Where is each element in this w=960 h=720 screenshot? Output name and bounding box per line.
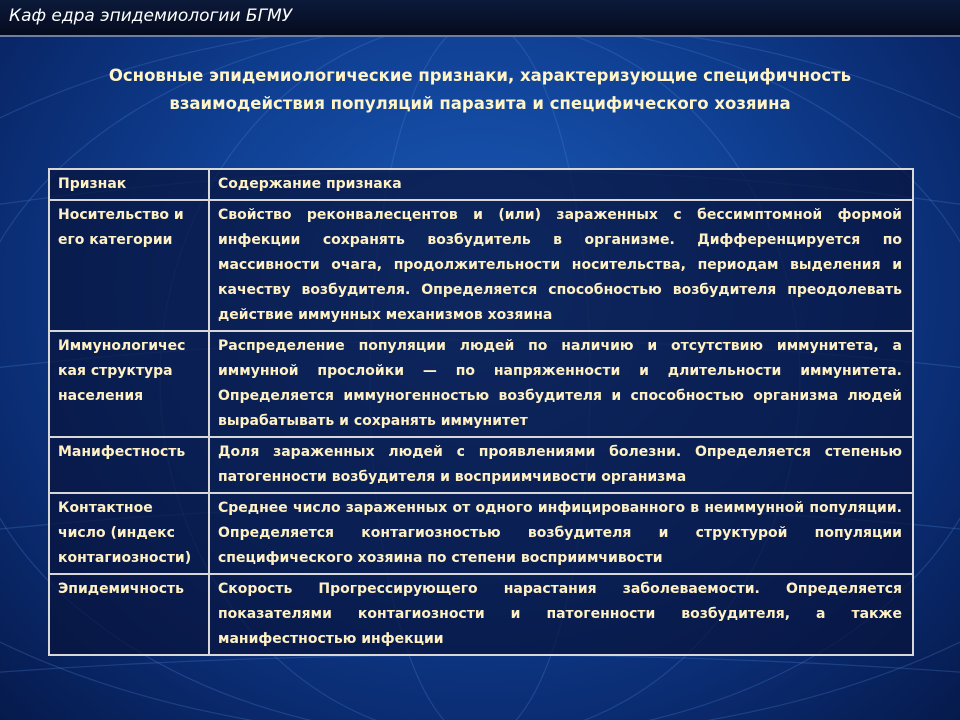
table-row [49,437,913,493]
slide-title-line-1: Основные эпидемиологические признаки, характеризующие специфичность [108,66,852,85]
table-row [49,493,913,574]
row-sign-cell: Эпидемичность [49,574,209,655]
row-sign-cell: Носительство и его категории [49,200,209,331]
row-content-cell: Свойство реконвалесцентов и (или) зараженных с бессимптомной формой инфекции сохранять возбудитель в организме. Дифференцируется по массивности очага, продолжительности носительства, периодам выделения и качеству возбудителя. Определяется способностью возбудителя преодолевать действие иммунных механизмов хозяина [209,200,913,331]
row-sign-cell: Иммунологичес кая структура населения [49,331,209,437]
row-content-cell: Скорость Прогрессирующего нарастания заболеваемости. Определяется показателями контагиозности и патогенности возбудителя, а также манифестностью инфекции [209,574,913,655]
row-sign-cell: Манифестность [49,437,209,493]
table-row [49,200,913,331]
slide-title [40,62,920,118]
top-bar [0,0,960,37]
row-sign-cell: Контактное число (индекс контагиозности) [49,493,209,574]
header-cell-content: Содержание признака [209,169,913,200]
department-label: Каф едра эпидемиологии БГМУ [9,6,293,26]
table-row [49,574,913,655]
table-row [49,331,913,437]
row-content-cell: Среднее число зараженных от одного инфицированного в неиммунной популяции. Определяется контагиозностью возбудителя и структурой популяции специфического хозяина по степени восприимчивости [209,493,913,574]
header-cell-sign: Признак [49,169,209,200]
slide-title-line-2: взаимодействия популяций паразита и специфического хозяина [169,94,791,113]
row-content-cell: Доля зараженных людей с проявлениями болезни. Определяется степенью патогенности возбудителя и восприимчивости организма [209,437,913,493]
row-content-cell: Распределение популяции людей по наличию и отсутствию иммунитета, а иммунной прослойки — по напряженности и длительности иммунитета. Определяется иммуногенностью возбудителя и способностью организма людей вырабатывать и сохранять иммунитет [209,331,913,437]
table-header-row [49,169,913,200]
epidemiological-signs-table [48,168,914,656]
